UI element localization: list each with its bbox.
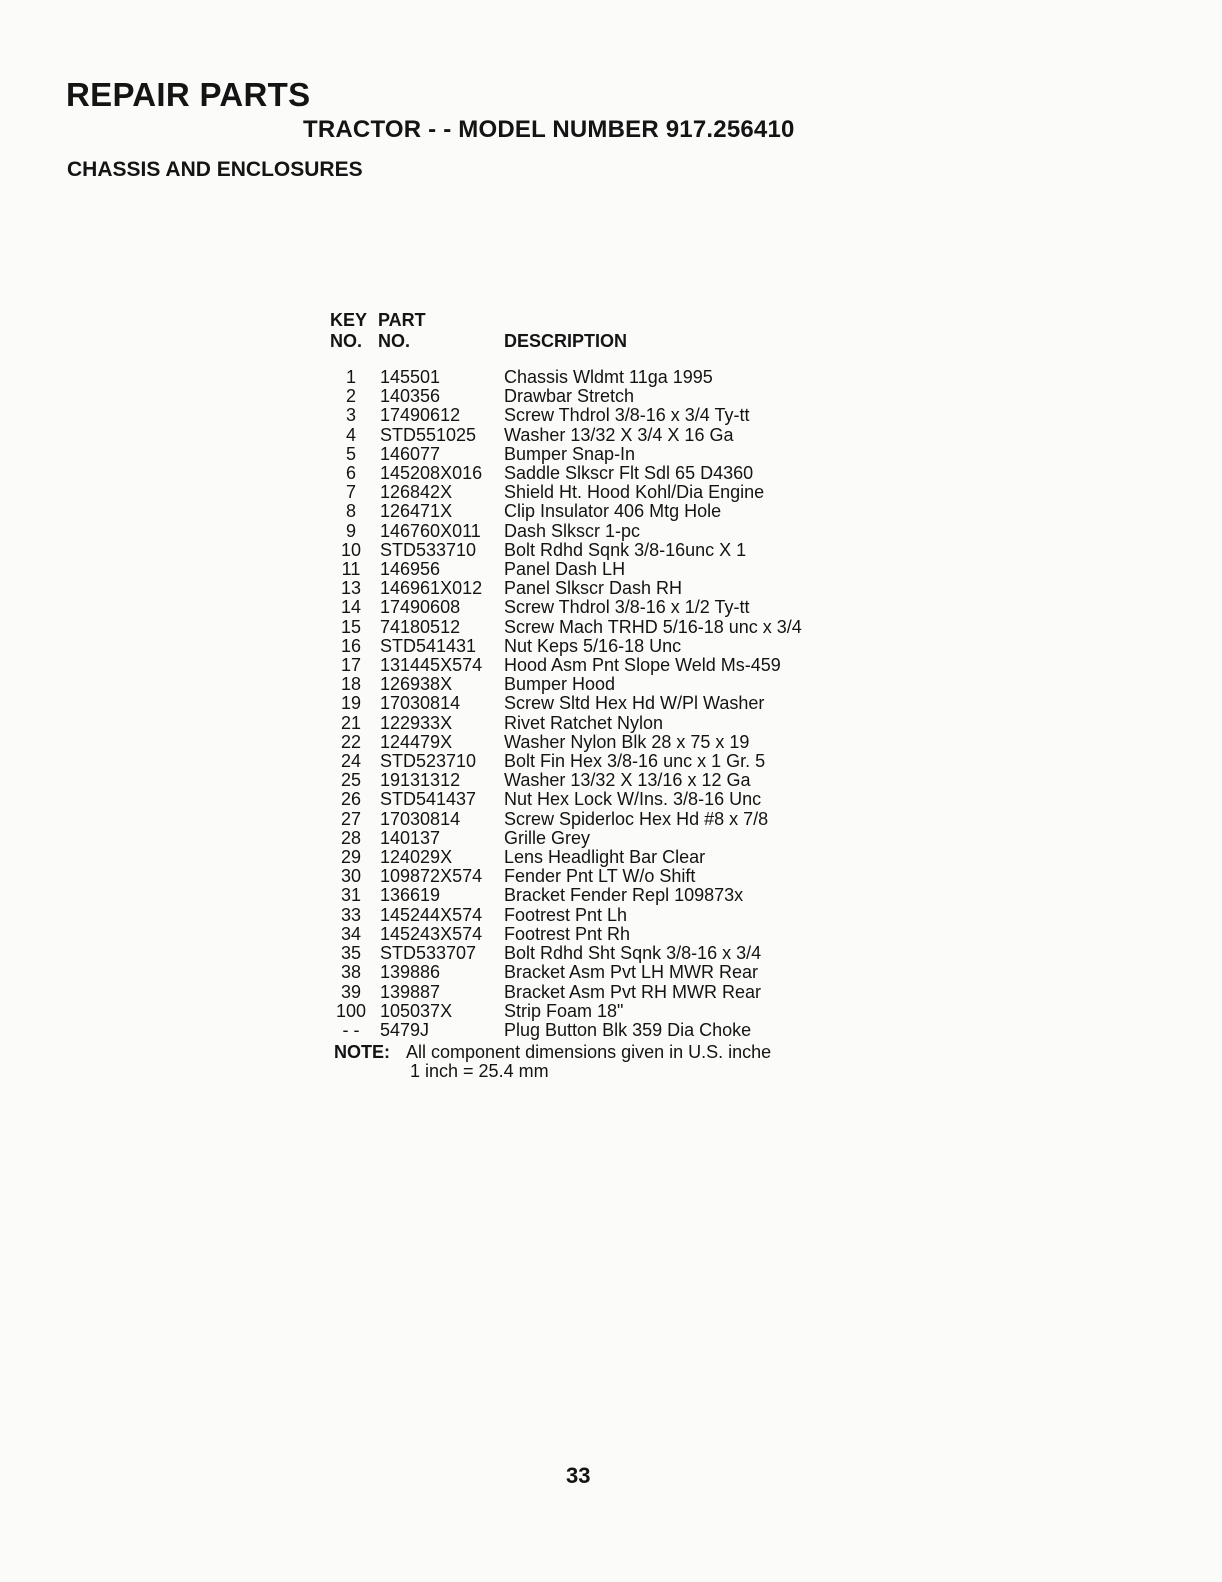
part-no-cell: 126938X (380, 674, 453, 695)
table-row (330, 829, 802, 848)
description-cell: Drawbar Stretch (504, 386, 635, 407)
part-no-cell: 126471X (380, 501, 453, 522)
key-no-cell: 6 (345, 463, 356, 484)
description-cell: Bumper Snap-In (504, 443, 636, 464)
description-cell: Lens Headlight Bar Clear (504, 847, 706, 868)
description-cell: Saddle Slkscr Flt Sdl 65 D4360 (504, 463, 754, 484)
part-no-cell: STD523710 (380, 751, 477, 772)
part-no-cell: 124479X (380, 731, 453, 752)
note-label: NOTE: (334, 1042, 390, 1062)
column-header-key-no (330, 310, 378, 352)
key-no-cell: 24 (340, 751, 362, 772)
key-no-cell: 11 (341, 559, 361, 580)
key-no-cell: 25 (340, 770, 362, 791)
table-row (330, 771, 802, 790)
description-cell: Plug Button Blk 359 Dia Choke (504, 1019, 752, 1040)
description-cell: Strip Foam 18" (504, 1000, 624, 1021)
model-title: TRACTOR - - MODEL NUMBER 917.256410 (303, 116, 795, 143)
description-cell: Bumper Hood (504, 674, 616, 695)
key-no-cell: 9 (345, 520, 356, 541)
table-row (330, 1002, 802, 1021)
part-no-cell: 74180512 (380, 616, 461, 637)
table-row (330, 714, 802, 733)
key-no-cell: 38 (340, 962, 362, 983)
part-no-cell: 145208X016 (380, 463, 483, 484)
part-no-cell: 109872X574 (380, 866, 483, 887)
part-no-cell: STD533707 (380, 943, 477, 964)
table-row (330, 752, 802, 771)
key-no-cell: 30 (340, 866, 362, 887)
table-row (330, 983, 802, 1002)
table-row (330, 656, 802, 675)
note-text-2: 1 inch = 25.4 mm (410, 1061, 549, 1081)
table-row (330, 886, 802, 905)
part-no-cell: 131445X574 (380, 655, 483, 676)
description-cell: Screw Mach TRHD 5/16-18 unc x 3/4 (504, 616, 802, 637)
key-no-cell: 22 (340, 731, 362, 752)
description-cell: Screw Thdrol 3/8-16 x 3/4 Ty-tt (504, 405, 750, 426)
key-no-cell: 21 (340, 712, 362, 733)
table-row (330, 906, 802, 925)
description-cell: Rivet Ratchet Nylon (504, 712, 664, 733)
key-no-cell: 34 (340, 923, 362, 944)
description-cell: Washer 13/32 X 3/4 X 16 Ga (504, 424, 734, 445)
key-no-cell: 5 (345, 443, 356, 464)
key-no-cell: 3 (345, 405, 356, 426)
part-no-cell: 145243X574 (380, 923, 483, 944)
description-cell: Bolt Fin Hex 3/8-16 unc x 1 Gr. 5 (504, 751, 766, 772)
page-number: 33 (566, 1463, 591, 1488)
part-no-cell: 17030814 (380, 808, 461, 829)
table-row (330, 387, 802, 406)
description-cell: Bracket Fender Repl 109873x (504, 885, 744, 906)
key-no-cell: - - (342, 1019, 360, 1040)
description-cell: Washer 13/32 X 13/16 x 12 Ga (504, 770, 751, 791)
key-no-cell: 18 (340, 674, 362, 695)
part-no-cell: STD541437 (380, 789, 477, 810)
description-cell: Fender Pnt LT W/o Shift (504, 866, 696, 887)
description-cell: Bracket Asm Pvt LH MWR Rear (504, 962, 759, 983)
note-text-1: All component dimensions given in U.S. inche (406, 1042, 772, 1062)
note-line-1 (334, 1043, 771, 1062)
part-no-cell: 140356 (380, 386, 441, 407)
column-header-part-line1: PART (378, 310, 426, 330)
parts-table-header (330, 310, 802, 368)
description-cell: Clip Insulator 406 Mtg Hole (504, 501, 722, 522)
page-title: REPAIR PARTS (66, 76, 311, 113)
description-cell: Nut Hex Lock W/Ins. 3/8-16 Unc (504, 789, 762, 810)
part-no-cell: 105037X (380, 1000, 453, 1021)
table-row (330, 963, 802, 982)
key-no-cell: 8 (345, 501, 356, 522)
key-no-cell: 2 (345, 386, 356, 407)
table-row (330, 541, 802, 560)
key-no-cell: 26 (340, 789, 362, 810)
part-no-cell: 126842X (380, 482, 453, 503)
description-cell: Dash Slkscr 1-pc (504, 520, 641, 541)
key-no-cell: 15 (340, 616, 362, 637)
key-no-cell: 33 (340, 904, 362, 925)
key-no-cell: 1 (345, 367, 356, 387)
part-no-cell: STD533710 (380, 539, 477, 560)
part-no-cell: 136619 (380, 885, 441, 906)
table-row (330, 733, 802, 752)
description-cell: Chassis Wldmt 11ga 1995 (504, 367, 713, 387)
key-no-cell: 17 (340, 655, 362, 676)
table-row (330, 810, 802, 829)
part-no-cell: 145501 (380, 367, 441, 387)
description-cell: Panel Slkscr Dash RH (504, 578, 683, 599)
description-cell: Screw Spiderloc Hex Hd #8 x 7/8 (504, 808, 769, 829)
description-cell: Footrest Pnt Rh (504, 923, 631, 944)
part-no-cell: 139886 (380, 962, 441, 983)
key-no-cell: 39 (340, 981, 362, 1002)
table-row (330, 848, 802, 867)
column-header-key-line1: KEY (330, 310, 368, 330)
part-no-cell: 19131312 (380, 770, 461, 791)
description-cell: Shield Ht. Hood Kohl/Dia Engine (504, 482, 765, 503)
key-no-cell: 4 (345, 424, 356, 445)
description-cell: Screw Sltd Hex Hd W/Pl Washer (504, 693, 765, 714)
table-row (330, 618, 802, 637)
description-cell: Panel Dash LH (504, 559, 626, 580)
key-no-cell: 10 (340, 539, 362, 560)
part-no-cell: 145244X574 (380, 904, 483, 925)
part-no-cell: 17490612 (380, 405, 461, 426)
part-no-cell: STD541431 (380, 635, 477, 656)
table-row (330, 790, 802, 809)
part-no-cell: 17490608 (380, 597, 461, 618)
key-no-cell: 35 (340, 943, 362, 964)
key-no-cell: 19 (340, 693, 362, 714)
section-title: CHASSIS AND ENCLOSURES (67, 158, 363, 181)
table-row (330, 406, 802, 425)
table-row (330, 464, 802, 483)
key-no-cell: 28 (340, 827, 362, 848)
key-no-cell: 7 (345, 482, 356, 503)
dimension-note (334, 1043, 771, 1081)
key-no-cell: 29 (340, 847, 362, 868)
part-no-cell: 146961X012 (380, 578, 483, 599)
table-row (330, 522, 802, 541)
description-cell: Hood Asm Pnt Slope Weld Ms-459 (504, 655, 781, 676)
description-cell: Screw Thdrol 3/8-16 x 1/2 Ty-tt (504, 597, 750, 618)
table-row (330, 560, 802, 579)
table-row (330, 502, 802, 521)
table-row (330, 675, 802, 694)
column-header-key-line2: NO. (330, 331, 363, 351)
table-row (330, 483, 802, 502)
table-row (330, 1021, 802, 1040)
key-no-cell: 27 (340, 808, 362, 829)
table-row (330, 637, 802, 656)
part-no-cell: 146077 (380, 443, 441, 464)
part-no-cell: 146760X011 (380, 520, 481, 541)
table-row (330, 925, 802, 944)
column-header-part-line2: NO. (378, 331, 411, 351)
table-row (330, 445, 802, 464)
key-no-cell: 100 (335, 1000, 367, 1021)
part-no-cell: 122933X (380, 712, 453, 733)
column-header-part-no (378, 310, 504, 352)
column-header-description: DESCRIPTION (504, 331, 628, 351)
table-row (330, 426, 802, 445)
part-no-cell: 139887 (380, 981, 441, 1002)
parts-table-body (330, 368, 802, 1040)
description-cell: Grille Grey (504, 827, 591, 848)
part-no-cell: 140137 (380, 827, 441, 848)
description-cell: Bracket Asm Pvt RH MWR Rear (504, 981, 762, 1002)
table-row (330, 944, 802, 963)
table-row (330, 368, 802, 387)
part-no-cell: 124029X (380, 847, 453, 868)
table-row (330, 579, 802, 598)
description-cell: Nut Keps 5/16-18 Unc (504, 635, 682, 656)
table-row (330, 694, 802, 713)
description-cell: Bolt Rdhd Sht Sqnk 3/8-16 x 3/4 (504, 943, 762, 964)
key-no-cell: 14 (340, 597, 362, 618)
table-row (330, 867, 802, 886)
part-no-cell: 17030814 (380, 693, 461, 714)
description-cell: Bolt Rdhd Sqnk 3/8-16unc X 1 (504, 539, 747, 560)
part-no-cell: 5479J (380, 1019, 430, 1040)
description-cell: Washer Nylon Blk 28 x 75 x 19 (504, 731, 750, 752)
key-no-cell: 16 (340, 635, 362, 656)
key-no-cell: 31 (340, 885, 362, 906)
parts-table (330, 310, 802, 1040)
part-no-cell: STD551025 (380, 424, 477, 445)
part-no-cell: 146956 (380, 559, 441, 580)
description-cell: Footrest Pnt Lh (504, 904, 628, 925)
key-no-cell: 13 (340, 578, 362, 599)
table-row (330, 598, 802, 617)
